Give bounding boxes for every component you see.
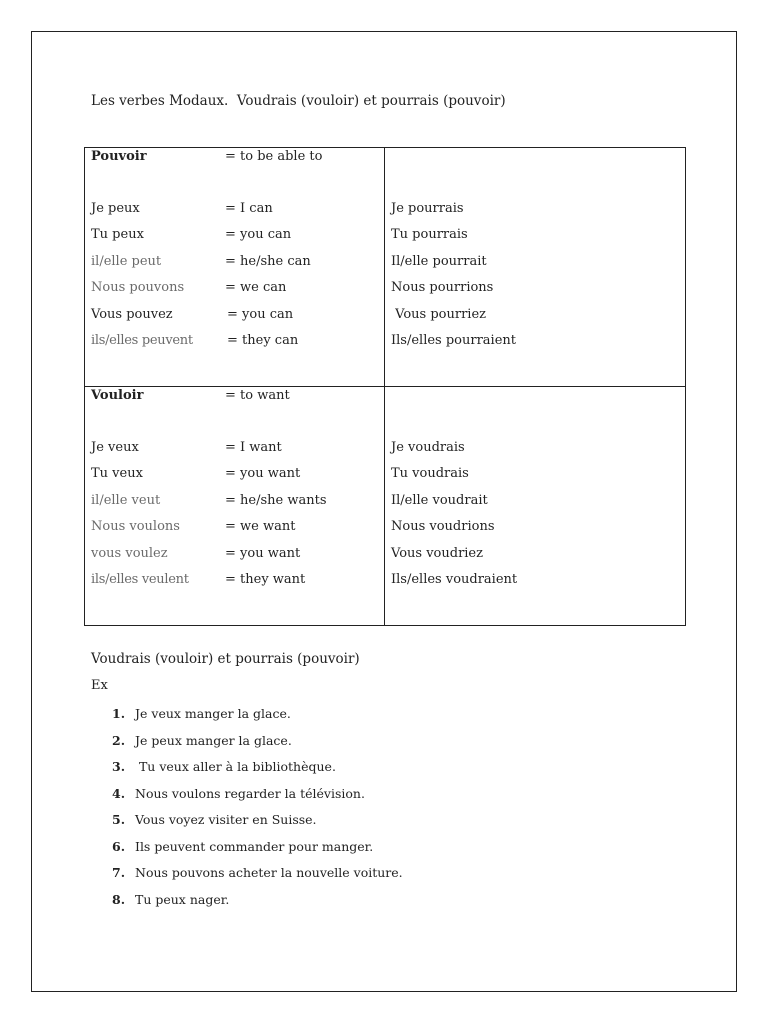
verb-meaning-pouvoir: = to be able to bbox=[225, 149, 323, 164]
conditional-row bbox=[385, 544, 685, 570]
english-gloss: = you want bbox=[225, 545, 301, 561]
conditional-form: Vous voudriez bbox=[391, 545, 483, 561]
english-gloss: = we want bbox=[225, 519, 296, 535]
pouvoir-present-rows bbox=[85, 199, 384, 357]
english-gloss: = I can bbox=[225, 201, 273, 216]
conditional-row bbox=[385, 225, 685, 251]
pronoun-form: ils/elles veulent bbox=[91, 571, 189, 587]
english-gloss: = you can bbox=[225, 227, 292, 243]
conditional-row bbox=[385, 491, 685, 517]
conjugation-row bbox=[85, 438, 384, 464]
conditional-row bbox=[385, 517, 685, 543]
item-number: 3. bbox=[112, 759, 126, 774]
conditional-row bbox=[385, 464, 685, 490]
pronoun-form: Vous pouvez bbox=[91, 306, 173, 322]
pronoun-form: Je peux bbox=[91, 201, 140, 216]
item-number: 7. bbox=[112, 865, 126, 880]
conjugation-row bbox=[85, 544, 384, 570]
conjugation-row bbox=[85, 331, 384, 357]
english-gloss: = he/she wants bbox=[225, 492, 327, 508]
pronoun-form: Nous pouvons bbox=[91, 280, 185, 296]
conjugation-row bbox=[85, 517, 384, 543]
item-text: Nous voulons regarder la télévision. bbox=[135, 785, 365, 801]
verb-label-vouloir: Vouloir bbox=[91, 388, 144, 403]
conditional-row bbox=[385, 305, 685, 331]
pronoun-form: il/elle veut bbox=[91, 492, 161, 508]
exercise-label: Ex bbox=[91, 678, 108, 693]
pronoun-form: Tu peux bbox=[91, 227, 144, 243]
conditional-form: Nous voudrions bbox=[391, 519, 495, 535]
conditional-form: Ils/elles pourraient bbox=[391, 332, 516, 348]
item-number: 8. bbox=[112, 891, 126, 907]
conjugation-row bbox=[85, 464, 384, 490]
vouloir-section bbox=[85, 387, 686, 626]
pouvoir-section bbox=[85, 148, 686, 387]
vouloir-conditional-cell bbox=[385, 387, 686, 626]
pouvoir-header bbox=[85, 148, 384, 168]
conditional-row bbox=[385, 252, 685, 278]
item-number: 1. bbox=[112, 706, 126, 721]
item-text: Je veux manger la glace. bbox=[135, 706, 291, 721]
pronoun-form: il/elle peut bbox=[91, 253, 162, 269]
conjugation-row bbox=[85, 225, 384, 251]
vouloir-present-rows bbox=[85, 438, 384, 596]
english-gloss: = they want bbox=[225, 571, 306, 587]
item-text: Tu peux nager. bbox=[135, 891, 230, 907]
pronoun-form: vous voulez bbox=[91, 545, 168, 561]
vouloir-present-cell bbox=[85, 387, 385, 626]
english-gloss: = they can bbox=[227, 332, 299, 348]
conjugation-row bbox=[85, 570, 384, 596]
conjugation-row bbox=[85, 278, 384, 304]
item-text: Nous pouvons acheter la nouvelle voiture. bbox=[135, 865, 403, 880]
conditional-form: Vous pourriez bbox=[391, 306, 486, 322]
conditional-form: Ils/elles voudraient bbox=[391, 571, 518, 587]
conditional-form: Il/elle voudrait bbox=[391, 492, 488, 508]
conditional-row bbox=[385, 278, 685, 304]
vouloir-header bbox=[85, 387, 384, 407]
conditional-form: Tu pourrais bbox=[391, 227, 468, 243]
conditional-form: Nous pourrions bbox=[391, 280, 494, 296]
item-text: Tu veux aller à la bibliothèque. bbox=[135, 759, 336, 774]
conjugation-row bbox=[85, 199, 384, 225]
item-text: Vous voyez visiter en Suisse. bbox=[135, 812, 317, 827]
item-number: 4. bbox=[112, 785, 126, 801]
english-gloss: = he/she can bbox=[225, 253, 311, 269]
conjugation-row bbox=[85, 305, 384, 331]
item-number: 5. bbox=[112, 812, 126, 827]
pronoun-form: Je veux bbox=[91, 440, 139, 455]
english-gloss: = I want bbox=[225, 440, 282, 455]
conditional-form: Tu voudrais bbox=[391, 466, 469, 482]
conditional-form: Il/elle pourrait bbox=[391, 253, 487, 269]
verb-meaning-vouloir: = to want bbox=[225, 388, 290, 403]
conditional-row bbox=[385, 331, 685, 357]
pouvoir-conditional-cell bbox=[385, 148, 686, 387]
pouvoir-conditional-rows bbox=[385, 199, 685, 357]
exercise-heading: Voudrais (vouloir) et pourrais (pouvoir) bbox=[91, 651, 360, 667]
english-gloss: = we can bbox=[225, 280, 287, 296]
conditional-row bbox=[385, 570, 685, 596]
conditional-form: Je voudrais bbox=[391, 440, 465, 455]
item-number: 2. bbox=[112, 732, 126, 748]
pronoun-form: ils/elles peuvent bbox=[91, 332, 193, 348]
conjugation-table bbox=[84, 147, 686, 626]
pronoun-form: Nous voulons bbox=[91, 519, 180, 535]
english-gloss: = you want bbox=[225, 466, 301, 482]
item-text: Ils peuvent commander pour manger. bbox=[135, 838, 374, 854]
english-gloss: = you can bbox=[227, 306, 294, 322]
verb-label-pouvoir: Pouvoir bbox=[91, 149, 147, 164]
page-title: Les verbes Modaux. Voudrais (vouloir) et pourrais (pouvoir) bbox=[91, 93, 506, 109]
conditional-form: Je pourrais bbox=[391, 201, 464, 216]
conditional-row bbox=[385, 199, 685, 225]
conditional-row bbox=[385, 438, 685, 464]
item-text: Je peux manger la glace. bbox=[135, 732, 292, 748]
pouvoir-present-cell bbox=[85, 148, 385, 387]
conjugation-row bbox=[85, 491, 384, 517]
item-number: 6. bbox=[112, 838, 126, 854]
pronoun-form: Tu veux bbox=[91, 466, 143, 482]
conjugation-row bbox=[85, 252, 384, 278]
vouloir-conditional-rows bbox=[385, 438, 685, 596]
